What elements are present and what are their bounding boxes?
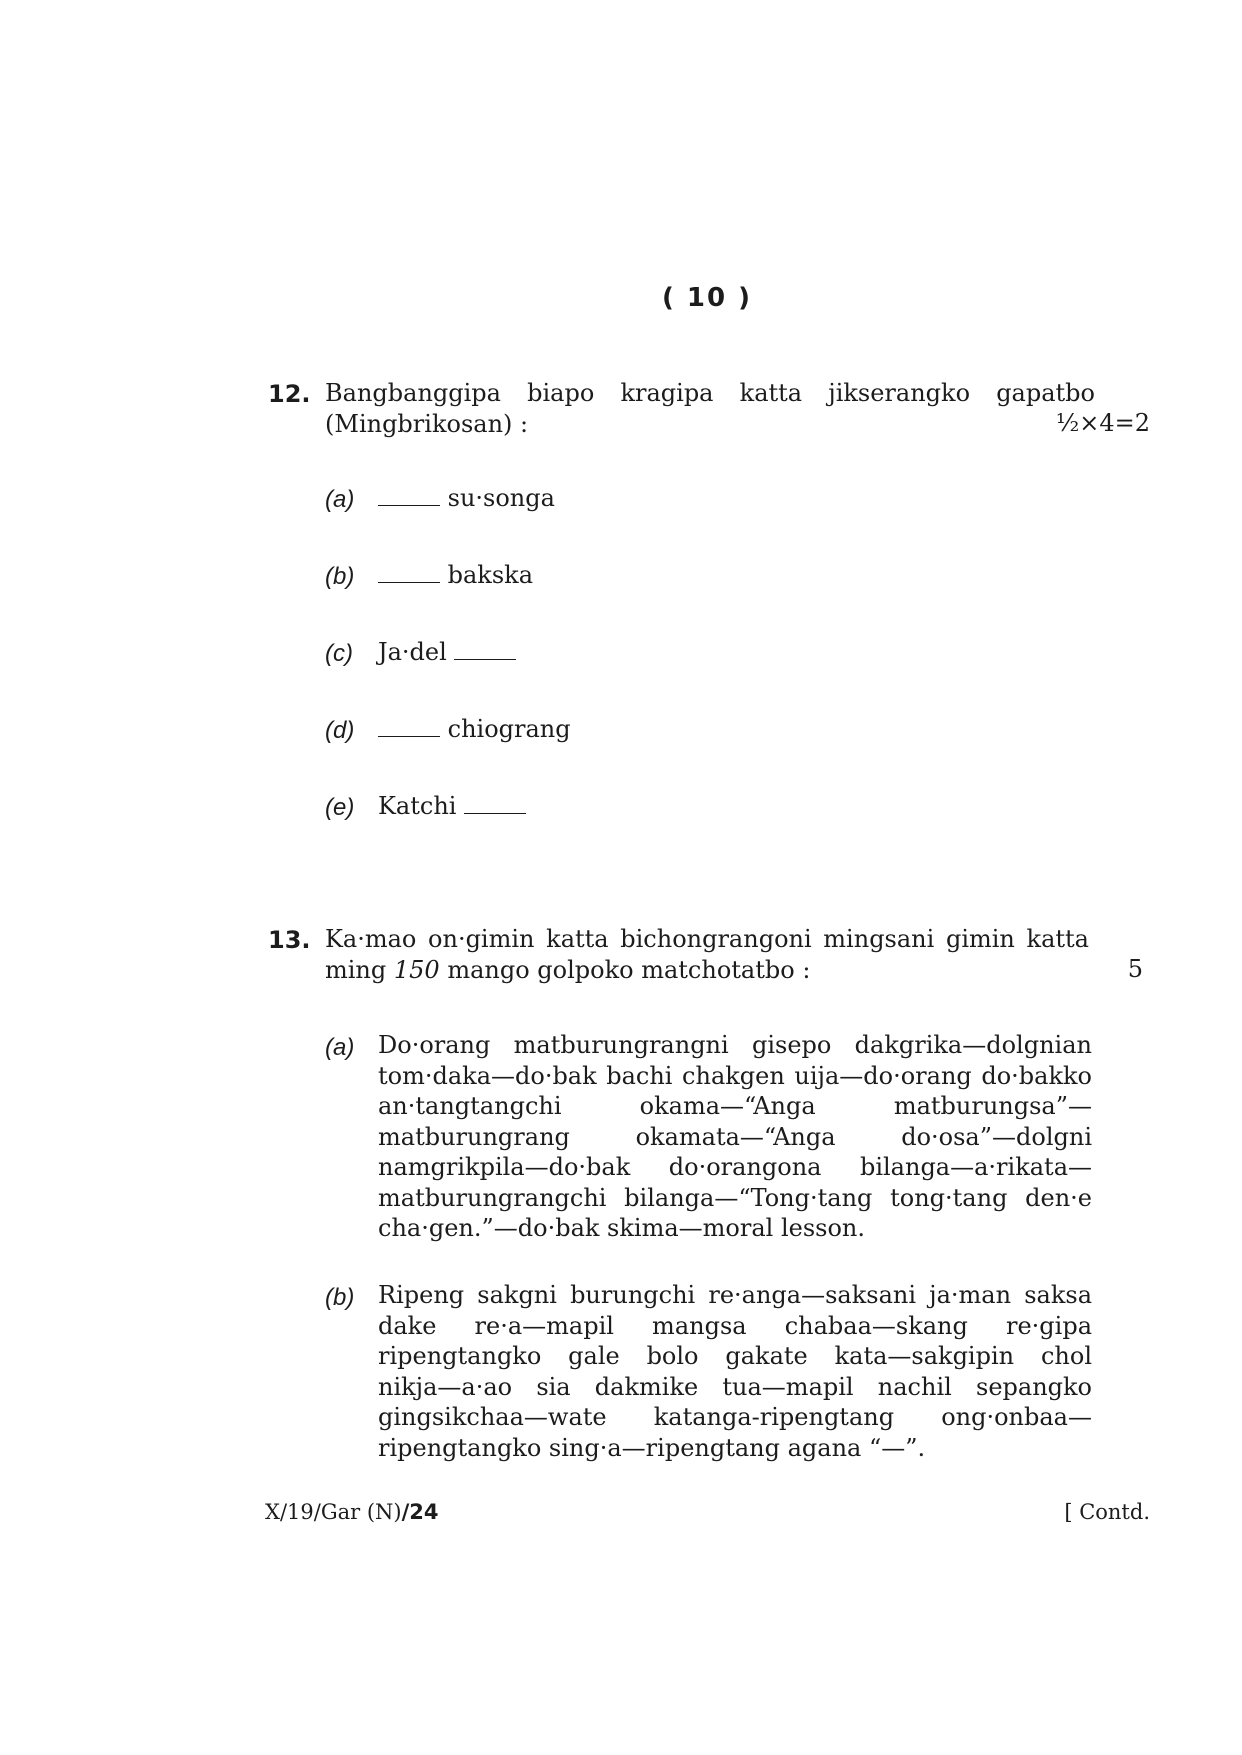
- question-13-b-label: (b): [325, 1284, 355, 1311]
- question-13-a-line: matburungrang okamata—“Anga do·osa”—dolgni: [378, 1122, 1092, 1151]
- question-12-item-text: Katchi: [378, 792, 526, 820]
- question-13-word-count: 150: [393, 956, 440, 984]
- question-13-b-line: nikja—a·ao sia dakmike tua—mapil nachil sepangko: [378, 1372, 1092, 1401]
- question-13-a-line: cha·gen.”—do·bak skima—moral lesson.: [378, 1214, 865, 1242]
- question-13-b-line: Ripeng sakgni burungchi re·anga—saksani ja·man saksa: [378, 1281, 1092, 1309]
- question-13-a-line: an·tangtangchi okama—“Anga matburungsa”—: [378, 1092, 1092, 1120]
- question-13-b-line: ripengtangko sing·a—ripengtang agana “—”.: [378, 1433, 926, 1462]
- question-12-line-2: (Mingbrikosan) :: [325, 410, 529, 438]
- fill-in-blank: [378, 716, 440, 737]
- question-13-a-line: namgrikpila—do·bak do·orangona bilanga—a·rikata—: [378, 1153, 1092, 1181]
- fill-in-blank: [378, 562, 440, 583]
- question-13-a-line: matburungrangchi bilanga—“Tong·tang tong·tang den·e: [378, 1183, 1092, 1212]
- question-13-b-line: dake re·a—mapil mangsa chabaa—skang re·gipa: [378, 1311, 1092, 1340]
- question-12-item-label: (a): [325, 486, 355, 513]
- question-12-item-text: bakska: [378, 561, 533, 589]
- question-13-b-line: gingsikchaa—wate katanga-ripengtang ong·onbaa—: [378, 1403, 1092, 1431]
- fill-in-blank: [464, 793, 526, 814]
- question-12-item-text: Ja·del: [378, 638, 516, 666]
- question-12-text: [325, 378, 1095, 440]
- question-12-item-text: chiograng: [378, 715, 571, 743]
- question-12-item-label: (e): [325, 794, 355, 821]
- question-13-text: [325, 924, 1089, 986]
- question-12-item-label: (c): [325, 640, 353, 667]
- footer-contd: [ Contd.: [1064, 1500, 1150, 1524]
- footer-paper-code: X/19/Gar (N)/24: [265, 1500, 439, 1524]
- question-12-line-1: Bangbanggipa biapo kragipa katta jikserangko gapatbo: [325, 379, 1095, 407]
- question-13-line-2: ming 150 mango golpoko matchotatbo :: [325, 956, 811, 984]
- question-13-line-1: Ka·mao on·gimin katta bichongrangoni mingsani gimin katta: [325, 925, 1089, 953]
- question-13-a-paragraph: [378, 1030, 1092, 1244]
- question-13-marks: 5: [1127, 955, 1143, 983]
- question-13-b-line: ripengtangko gale bolo gakate kata—sakgipin chol: [378, 1342, 1092, 1370]
- question-12-item-label: (b): [325, 563, 355, 590]
- question-13-number: 13.: [268, 926, 311, 954]
- question-13-a-label: (a): [325, 1034, 355, 1061]
- question-13-a-line: tom·daka—do·bak bachi chakgen uija—do·orang do·bakko: [378, 1061, 1092, 1090]
- question-13-b-paragraph: [378, 1280, 1092, 1463]
- page-number: ( 10 ): [661, 283, 753, 313]
- question-12-marks: ½×4=2: [1055, 409, 1150, 437]
- question-13-a-line: Do·orang matburungrangni gisepo dakgrika—dolgnian: [378, 1031, 1092, 1059]
- question-12-number: 12.: [268, 380, 311, 408]
- question-12-item-text: su·songa: [378, 484, 555, 512]
- fill-in-blank: [454, 639, 516, 660]
- question-12-item-label: (d): [325, 717, 355, 744]
- fill-in-blank: [378, 485, 440, 506]
